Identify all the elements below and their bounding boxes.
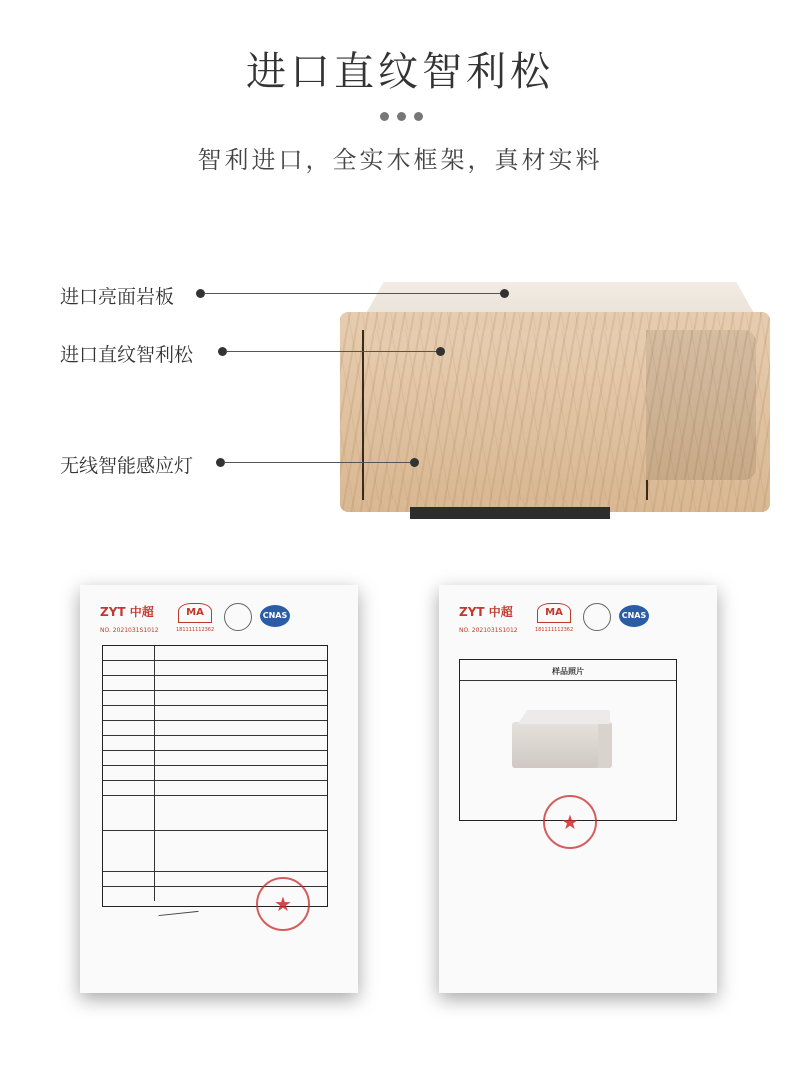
sample-photo-title: 样品照片 xyxy=(552,667,584,676)
cert-header xyxy=(100,603,342,643)
report-table xyxy=(102,645,328,907)
leader-dot xyxy=(436,347,445,356)
feature-label-stone-top: 进口亮面岩板 xyxy=(60,286,175,308)
table-row xyxy=(103,676,327,691)
nightstand-image xyxy=(340,282,770,512)
feature-label-sensor-light: 无线智能感应灯 xyxy=(60,455,194,477)
table-row xyxy=(103,831,327,872)
cabinet-side xyxy=(646,330,756,480)
leader-dot xyxy=(410,458,419,467)
official-stamp-icon xyxy=(543,795,597,849)
table-row xyxy=(103,691,327,706)
photo-rule xyxy=(460,680,676,681)
leader-dot xyxy=(500,289,509,298)
table-row xyxy=(103,751,327,766)
official-stamp-icon xyxy=(256,877,310,931)
table-row xyxy=(103,766,327,781)
table-row xyxy=(103,736,327,751)
cert-header xyxy=(459,603,701,643)
leader-line xyxy=(226,351,440,352)
light-strip xyxy=(410,507,610,519)
page-subtitle: 智利进口，全实木框架，真材实料 xyxy=(197,146,603,174)
table-row xyxy=(103,721,327,736)
table-row xyxy=(103,706,327,721)
zyt-logo: ZYT 中超 xyxy=(459,605,513,619)
ilac-logo-icon xyxy=(224,603,252,631)
report-number: NO. 2021031S1012 xyxy=(100,627,159,634)
test-report-page-2 xyxy=(439,585,717,993)
feature-label-pine-frame: 进口直纹智利松 xyxy=(60,344,194,366)
zyt-logo: ZYT 中超 xyxy=(100,605,154,619)
ma-logo: MA xyxy=(537,603,571,623)
ma-logo: MA xyxy=(178,603,212,623)
drawer-front xyxy=(362,330,648,500)
divider-dots xyxy=(380,112,423,121)
table-row xyxy=(103,781,327,796)
sample-cabinet-photo xyxy=(512,722,612,768)
cnas-logo: CNAS xyxy=(260,605,290,627)
ma-number: 181111112362 xyxy=(535,627,574,633)
ma-number: 181111112362 xyxy=(176,627,215,633)
table-row xyxy=(103,646,327,661)
cnas-logo: CNAS xyxy=(619,605,649,627)
test-report-page-1 xyxy=(80,585,358,993)
ilac-logo-icon xyxy=(583,603,611,631)
leader-line xyxy=(224,462,414,463)
report-number: NO. 2021031S1012 xyxy=(459,627,518,634)
page-title: 进口直纹智利松 xyxy=(246,49,554,95)
table-row xyxy=(103,661,327,676)
table-row xyxy=(103,796,327,831)
leader-line xyxy=(204,293,504,294)
